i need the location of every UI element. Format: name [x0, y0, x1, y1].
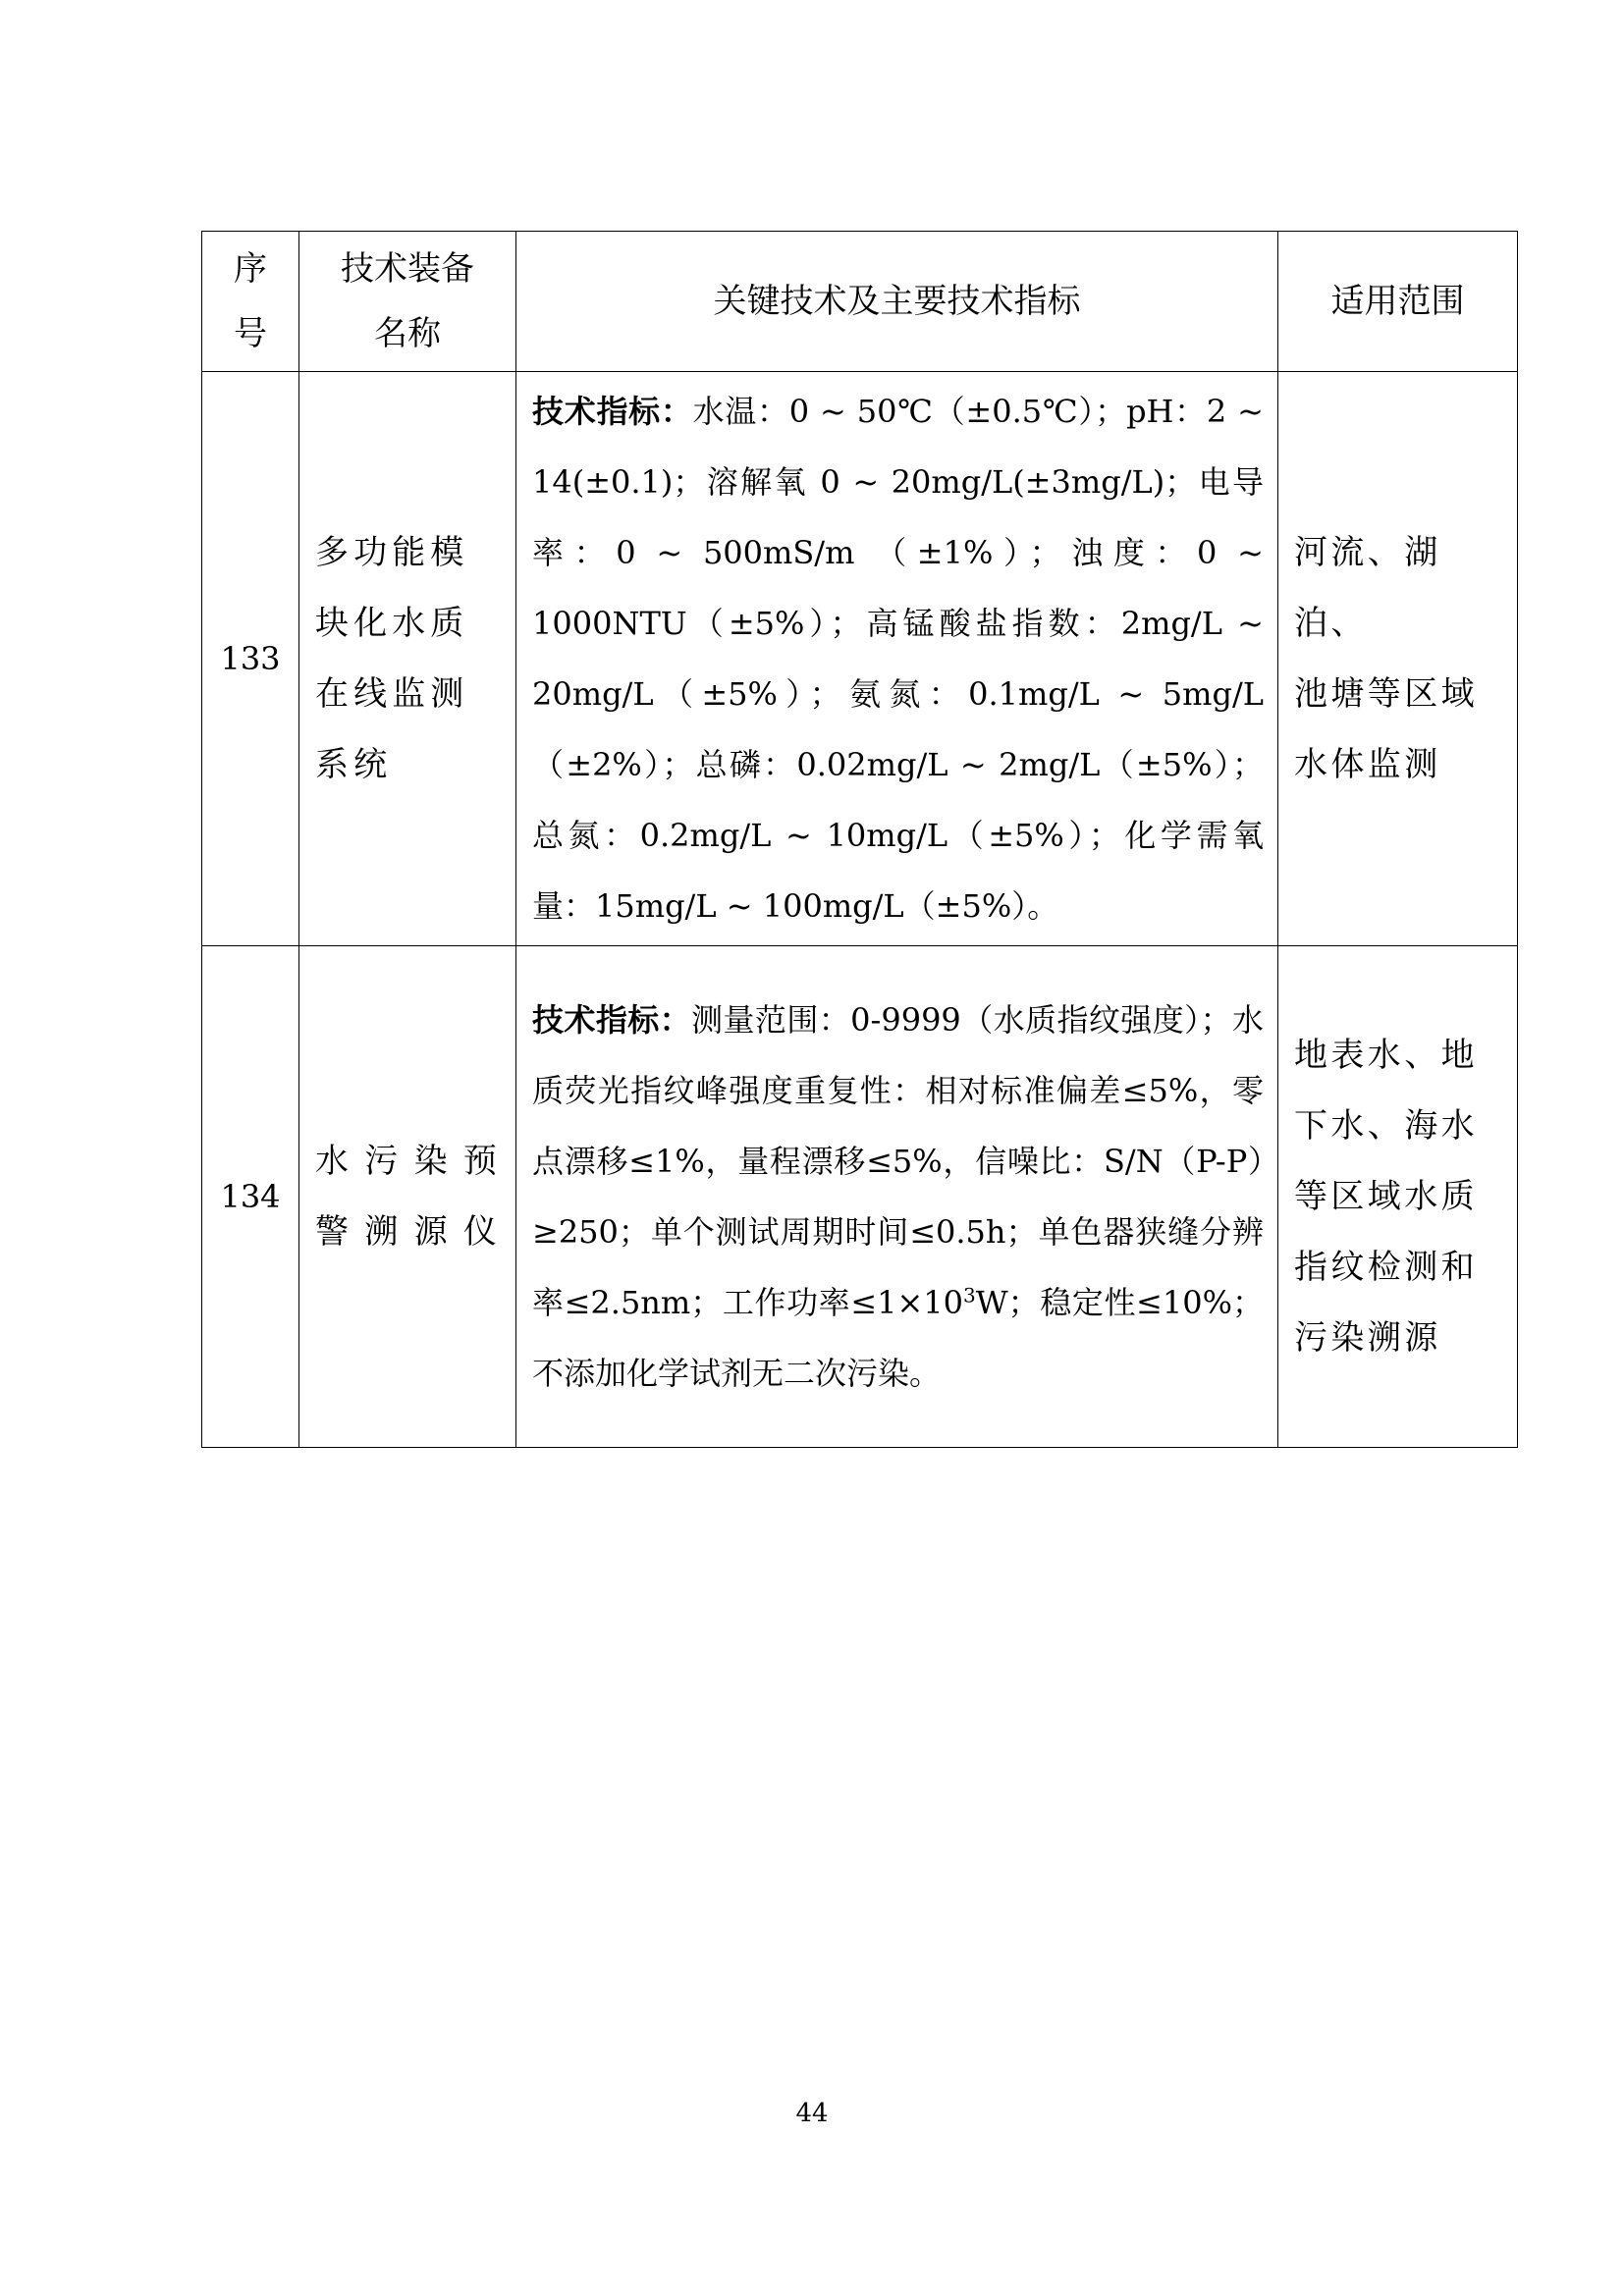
- row-application-scope: 地表水、地 下水、海水 等区域水质 指纹检测和 污染溯源: [1278, 946, 1518, 1448]
- spec-text: 测量范围：0-9999（水质指纹强度）；水质荧光指纹峰强度重复性：相对标准偏差≤5%，零点漂移≤1%，量程漂移≤5%，信噪比：S/N（P-P）≥250；单个测试周期时间≤0.5h；单色器狭缝分辨率≤2.5nm；工作功率≤1×10: [532, 1001, 1264, 1321]
- spec-label: 技术指标：: [532, 393, 693, 430]
- header-application-scope: 适用范围: [1278, 232, 1518, 372]
- header-equipment-name: 技术装备 名称: [299, 232, 516, 372]
- spec-text-cont: W；稳定性≤10%；不添加化学试剂无二次污染。: [532, 1284, 1264, 1392]
- spec-label: 技术指标：: [532, 1001, 692, 1039]
- row-equipment-name: 水污染预 警溯源仪: [299, 946, 516, 1448]
- table-row: [202, 946, 1518, 1448]
- row-application-scope: 河流、湖泊、 池塘等区域 水体监测: [1278, 372, 1518, 946]
- page-number: 44: [795, 2099, 829, 2128]
- header-serial-number: 序 号: [202, 232, 299, 372]
- row-technical-specs: [516, 372, 1278, 946]
- row-serial-number: 134: [202, 946, 299, 1448]
- table-row: [202, 372, 1518, 946]
- header-key-technology: 关键技术及主要技术指标: [516, 232, 1278, 372]
- row-serial-number: 133: [202, 372, 299, 946]
- spec-superscript: 3: [963, 1283, 976, 1308]
- row-technical-specs: [516, 946, 1278, 1448]
- equipment-table: [201, 231, 1518, 1448]
- spec-text: 水温：0 ~ 50℃（±0.5℃）；pH：2 ~ 14(±0.1)；溶解氧 0 ~ 20mg/L(±3mg/L)；电导率：0 ~ 500mS/m （±1%）；浊度：0 ~ 1000NTU（±5%）；高锰酸盐指数：2mg/L ~ 20mg/L（±5%）；氨氮：0.1mg/L ~ 5mg/L（±2%）；总磷：0.02mg/L ~ 2mg/L（±5%）；总氮：0.2mg/L ~ 10mg/L（±5%）；化学需氧量：15mg/L ~ 100mg/L（±5%）。: [532, 393, 1264, 925]
- table-header-row: [202, 232, 1518, 372]
- row-equipment-name: 多功能模 块化水质 在线监测 系统: [299, 372, 516, 946]
